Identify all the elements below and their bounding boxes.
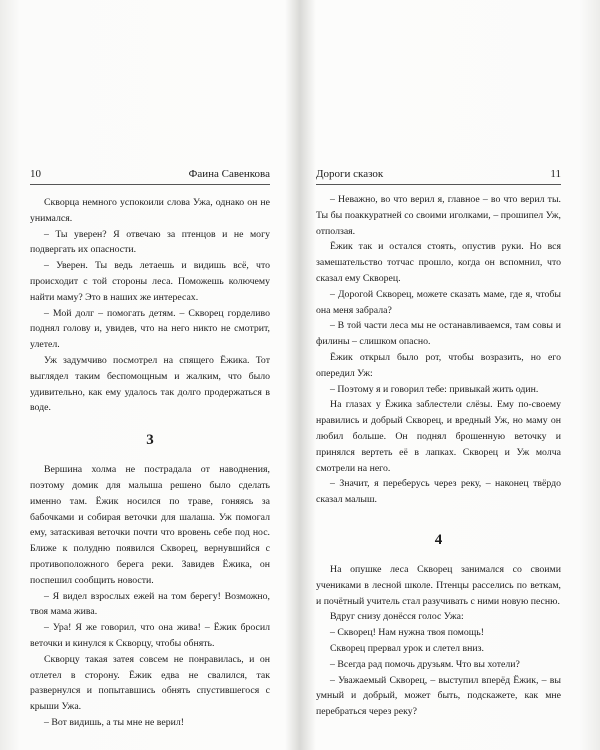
paragraph: – Мой долг – помогать детям. – Скворец горделиво поднял голову и, увидев, что на него никто не смотрит, улетел.	[30, 307, 270, 351]
paragraph: – Я видел взрослых ежей на том берегу! Возможно, твоя мама жива.	[30, 590, 270, 618]
page-number: 10	[30, 168, 41, 180]
paragraph: – Вот видишь, а ты мне не верил!	[44, 716, 184, 728]
paragraph: Уж задумчиво посмотрел на спящего Ёжика. Тот выглядел таким беспомощным и жалким, что было удивительно, как ему удалось так долго продержаться в воде.	[30, 354, 270, 414]
paragraph: – Неважно, во что верил я, главное – во что верил ты. Ты бы поаккуратней со своими иголками, – прошипел Уж, отползая.	[316, 194, 561, 237]
paragraph: Скворца немного успокоили слова Ужа, однако он не унимался.	[30, 197, 270, 224]
chapter-number: 4	[434, 531, 443, 548]
right-page	[300, 0, 600, 750]
right-page-text	[316, 192, 561, 720]
paragraph: Вдруг снизу донёсся голос Ужа:	[330, 611, 464, 623]
left-running-header	[30, 168, 270, 185]
paragraph: Вершина холма не пострадала от наводнения, поэтому домик для малыша решено было сделать именно там. Ёжик носился по траве, гоняясь за бабочками и собирая веточки для шалаша. Уж помогал ему, затаскивая веточки почти что вровень себе под нос. Ближе к полудню появился Скворец, вернувшийся с противоположного берега реки. Завидев Ёжика, он поспешил сообщить новости.	[30, 464, 270, 586]
paragraph: – Уважаемый Скворец, – выступил вперёд Ёжик, – вы умный и добрый, может быть, подскажете, как мне перебраться через реку?	[316, 674, 561, 718]
paragraph: – Скворец! Нам нужна твоя помощь!	[330, 627, 485, 639]
paragraph: Ёжик так и остался стоять, опустив руки. Но вся замешательство тотчас прошло, когда он вспомнил, что сказал ему Скворец.	[316, 241, 561, 284]
running-head: Фаина Савенкова	[188, 168, 270, 180]
paragraph: – Значит, я переберусь через реку, – наконец твёрдо сказал малыш.	[316, 478, 561, 506]
paragraph: – Ты уверен? Я отвечаю за птенцов и не могу подвергать их опасности.	[30, 228, 270, 256]
left-page-text	[30, 195, 270, 731]
right-running-header	[316, 168, 561, 185]
paragraph: Скворец прервал урок и слетел вниз.	[330, 642, 484, 654]
paragraph: На опушке леса Скворец занимался со своими учениками в лесной школе. Птенцы расселись по веткам, и почётный учитель стал разучивать с ними новую песню.	[316, 563, 561, 607]
paragraph: – Дорогой Скворец, можете сказать маме, где я, чтобы она меня забрала?	[316, 288, 561, 316]
paragraph: Ёжик открыл было рот, чтобы возразить, но его опередил Уж:	[316, 351, 561, 379]
paragraph: – Уверен. Ты ведь летаешь и видишь всё, что происходит с той стороны леса. Поможешь колючему найти маму? Это в наших же интересах.	[30, 260, 270, 303]
chapter-number: 3	[146, 432, 154, 449]
running-head: Дороги сказок	[316, 168, 384, 180]
paragraph: На глазах у Ёжика заблестели слёзы. Ему по-своему нравились и добрый Скворец, и вредный Уж, но маму он любил больше. Он поднял брошенную веточку и принялся вертеть её в лапках. Скворец и Уж молча смотрели на него.	[316, 399, 561, 474]
paragraph: – В той части леса мы не останавливаемся, там совы и филины – слишком опасно.	[316, 320, 561, 348]
page-number: 11	[550, 168, 561, 180]
paragraph: Скворцу такая затея совсем не понравилась, и он отлетел в сторону. Ёжик едва не свалился, так развернулся и попытавшись обнять спустившегося с крыши Ужа.	[30, 653, 270, 713]
paragraph: – Ура! Я же говорил, что она жива! – Ёжик бросил веточки и кинулся к Скворцу, чтобы обнять.	[30, 622, 270, 649]
paragraph: – Всегда рад помочь друзьям. Что вы хотели?	[330, 658, 520, 670]
paragraph: – Поэтому я и говорил тебе: привыкай жить один.	[330, 383, 539, 395]
